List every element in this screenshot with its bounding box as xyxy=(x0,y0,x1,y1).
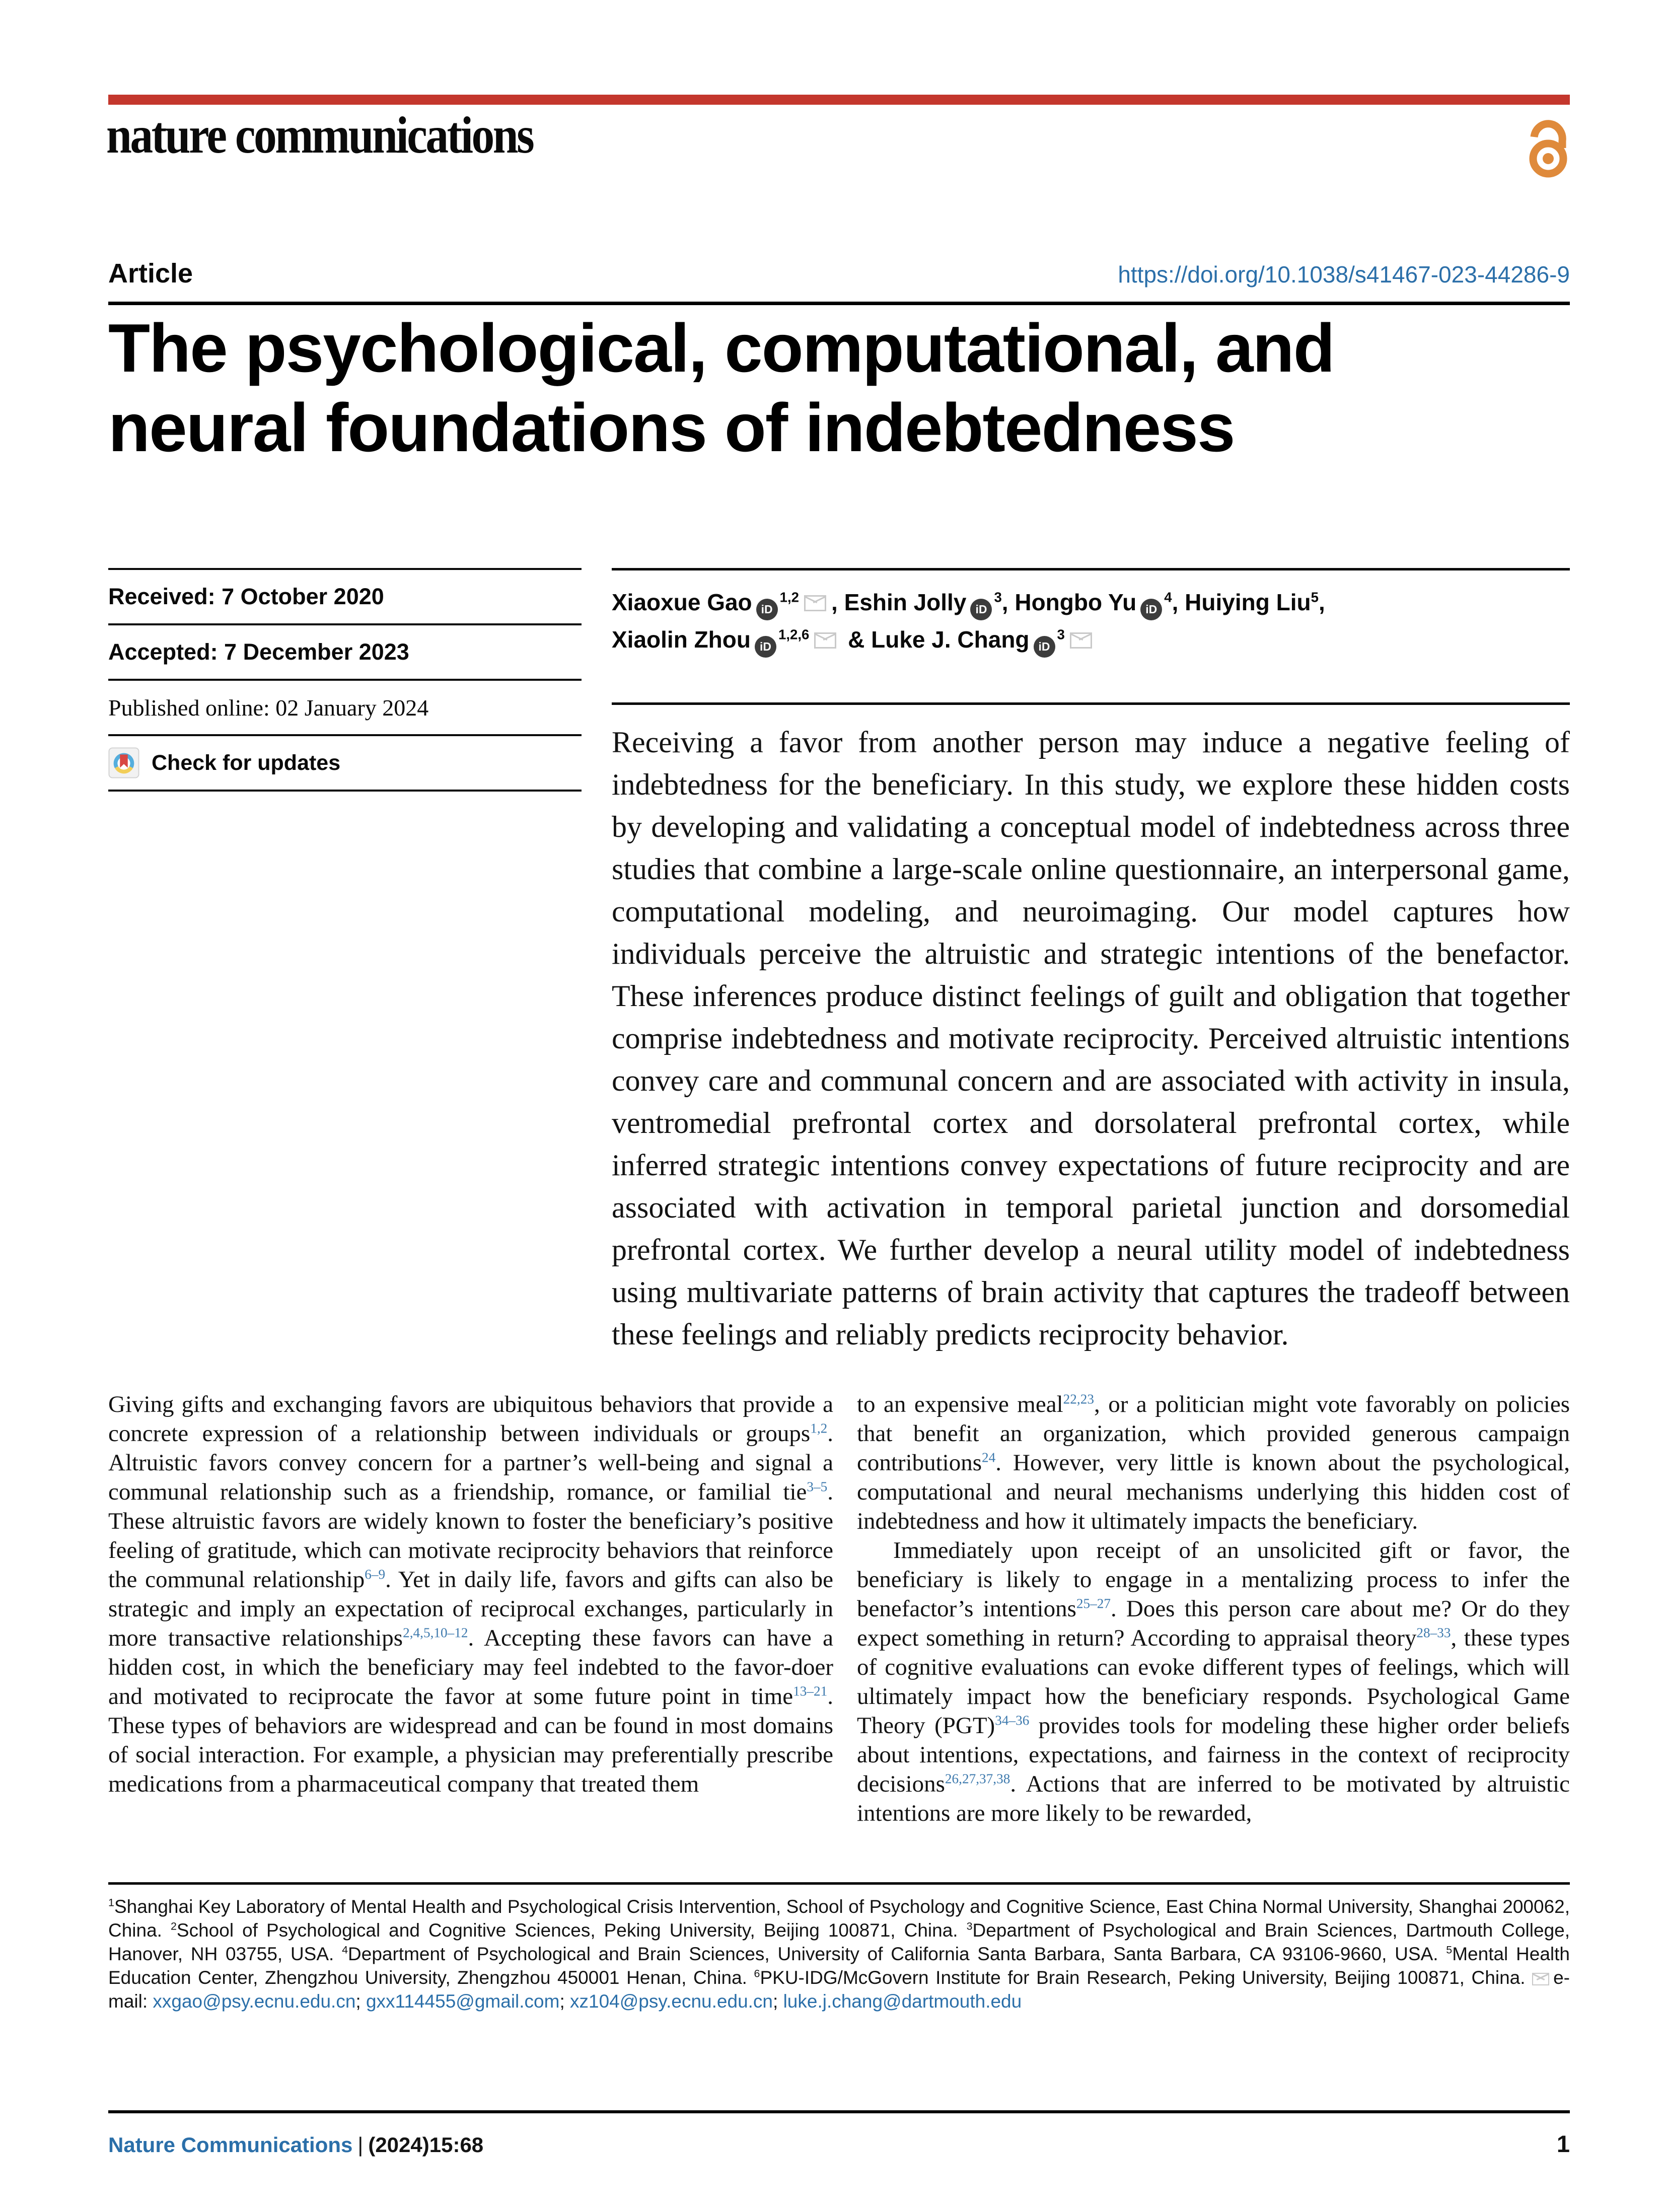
authors-line-1: Xiaoxue Gao iD$^{1,2}$ , Eshin Jolly $iD^3$, Hongbo Yu $iD^4$, Huiying Liu$^5$, xyxy=(612,584,1570,621)
journal-logo: nature communications xyxy=(106,106,533,164)
crossmark-icon xyxy=(108,747,139,778)
email-link[interactable]: gxx114455@gmail.com xyxy=(366,1991,560,2012)
body-column-right xyxy=(857,1390,1570,1828)
citation-ref[interactable]: 22,23 xyxy=(1063,1391,1094,1407)
email-icon[interactable] xyxy=(804,595,826,611)
affiliation-ref: 3 xyxy=(966,1920,973,1933)
authors-line-2: Xiaolin Zhou iD$^{1,2,6}$ & Luke J. Chang $iD^3$ xyxy=(612,621,1570,658)
received-date: Received: 7 October 2020 xyxy=(108,568,582,623)
email-icon[interactable] xyxy=(814,632,836,649)
affiliation-ref: 6 xyxy=(754,1967,760,1980)
orcid-icon[interactable]: iD xyxy=(970,599,992,620)
metadata-panel xyxy=(108,568,582,792)
body-paragraph: Immediately upon receipt of an unsolicited gift or favor, the beneficiary is likely to engage in a mentalizing process to infer the benefactor’s intentions$^{25-27}$. Does this person care about me? Or do they expect something in return? According to appraisal theory$^{28-33}$, these types of cognitive evaluations can evoke different types of feelings, which will ultimately impact how the beneficiary responds. Psychological Game Theory (PGT)$^{34-36}$ provides tools for modeling these higher order beliefs about intentions, expectations, and fairness in the context of reciprocity decisions$^{26,27,37,38}$. Actions that are inferred to be motivated by altruistic intentions are more likely to be rewarded, xyxy=(857,1537,1570,1826)
body-paragraph: to an expensive meal$^{22,23}$, or a politician might vote favorably on policies that benefit an organization, which provided generous campaign contributions$^{24}$. However, very little is known about the psychological, computational and neural mechanisms underlying this hidden cost of indebtedness and how it ultimately impacts the beneficiary. xyxy=(857,1391,1570,1534)
citation-ref[interactable]: 6–9 xyxy=(365,1566,386,1582)
article-type-label: Article xyxy=(108,258,193,289)
orcid-icon[interactable]: iD xyxy=(1140,599,1162,620)
authors-abstract-panel xyxy=(612,568,1570,1355)
page-footer xyxy=(108,2130,1570,2158)
email-icon[interactable] xyxy=(1070,632,1092,649)
top-accent-bar xyxy=(108,95,1570,105)
check-for-updates-button[interactable] xyxy=(108,734,582,790)
affiliation-ref: 1 xyxy=(108,1896,114,1909)
authors-block xyxy=(612,568,1570,658)
citation-ref[interactable]: 26,27,37,38 xyxy=(945,1771,1010,1787)
email-icon xyxy=(1532,1973,1549,1985)
affiliation-ref: 1,2 xyxy=(779,589,800,605)
footnote xyxy=(108,1882,1570,2013)
citation-ref[interactable]: 28–33 xyxy=(1416,1625,1451,1640)
accepted-date: Accepted: 7 December 2023 xyxy=(108,623,582,679)
open-access-icon xyxy=(1526,111,1571,180)
email-link[interactable]: xxgao@psy.ecnu.edu.cn xyxy=(153,1991,356,2012)
citation-ref[interactable]: 2,4,5,10–12 xyxy=(403,1625,468,1640)
affiliation-ref: 1,2,6 xyxy=(778,626,810,643)
citation-ref[interactable]: 24 xyxy=(982,1450,996,1465)
email-link[interactable]: luke.j.chang@dartmouth.edu xyxy=(783,1991,1022,2012)
article-bar xyxy=(108,258,1570,289)
affiliation-ref: 4 xyxy=(342,1944,348,1956)
affiliation-ref: 3 xyxy=(994,589,1002,605)
page-title xyxy=(108,308,1588,467)
citation-ref[interactable]: 3–5 xyxy=(807,1479,828,1494)
title-line-2: neural foundations of indebtedness xyxy=(108,389,1235,466)
affiliation-ref: 2 xyxy=(170,1920,177,1933)
footer-citation xyxy=(108,2133,483,2157)
affiliation-ref: 5 xyxy=(1446,1944,1453,1956)
page-number: 1 xyxy=(1556,2130,1570,2157)
email-link[interactable]: xz104@psy.ecnu.edu.cn xyxy=(570,1991,773,2012)
body-paragraph: Giving gifts and exchanging favors are ubiquitous behaviors that provide a concrete expression of a relationship between individuals or groups$^{1,2}$. Altruistic favors convey concern for a partner’s well-being and signal a communal relationship such as a friendship, romance, or familial tie$^{3-5}$. These altruistic favors are widely known to foster the beneficiary’s positive feeling of gratitude, which can motivate reciprocity behaviors that reinforce the communal relationship$^{6-9}$. Yet in daily life, favors and gifts can also be strategic and imply an expectation of reciprocal exchanges, particularly in more transactive relationships$^{2,4,5,10-12}$. Accepting these favors can have a hidden cost, in which the beneficiary may feel indebted to the favor-doer and motivated to reciprocate the favor at some future point in time$^{13-21}$. These types of behaviors are widespread and can be found in most domains of social interaction. For example, a physician may preferentially prescribe medications from a pharmaceutical company that treated them xyxy=(108,1391,833,1797)
footer-separator: | xyxy=(357,2133,364,2157)
affiliation-ref: 5 xyxy=(1311,589,1319,605)
citation-ref[interactable]: 13–21 xyxy=(793,1683,828,1699)
footer-journal-link[interactable]: Nature Communications xyxy=(108,2133,353,2157)
published-date: Published online: 02 January 2024 xyxy=(108,679,582,734)
orcid-icon[interactable]: iD xyxy=(755,636,776,658)
footnote-text: $^1$Shanghai Key Laboratory of Mental Health and Psychological Crisis Intervention, School of Psychology and Cognitive Science, East China Normal University, Shanghai 200062, China. $^2$School of Psychological and Cognitive Sciences, Peking University, Beijing 100871, China. $^3$Department of Psychological and Brain Sciences, Dartmouth College, Hanover, NH 03755, USA. $^4$Department of Psychological and Brain Sciences, University of California Santa Barbara, Santa Barbara, CA 93106-9660, USA. $^5$Mental Health Education Center, Zhengzhou University, Zhengzhou 450001 Henan, China. $^6$PKU-IDG/McGovern Institute for Brain Research, Peking University, Beijing 100871, China. e-mail: xxgao@psy.ecnu.edu.cn; gxx114455@gmail.com; xz104@psy.ecnu.edu.cn; luke.j.chang@dartmouth.edu xyxy=(108,1896,1570,2012)
citation-ref[interactable]: 1,2 xyxy=(810,1420,828,1436)
check-for-updates-label: Check for updates xyxy=(152,750,341,775)
footer-issue: (2024)15:68 xyxy=(368,2133,484,2157)
header-rule xyxy=(108,302,1570,305)
citation-ref[interactable]: 34–36 xyxy=(995,1712,1030,1728)
title-line-1: The psychological, computational, and xyxy=(108,310,1334,386)
orcid-icon[interactable]: iD xyxy=(756,599,778,620)
abstract-text: Receiving a favor from another person may induce a negative feeling of indebtedness for the beneficiary. In this study, we explore these hidden costs by developing and validating a conceptual model of indebtedness across three studies that combine a large-scale online questionnaire, an interpersonal game, computational modeling, and neuroimaging. Our model captures how individuals perceive the altruistic and strategic intentions of the benefactor. These inferences produce distinct feelings of guilt and obligation that together comprise indebtedness and motivate reciprocity. Perceived altruistic intentions convey care and communal concern and are associated with activity in insula, ventromedial prefrontal cortex and dorsolateral prefrontal cortex, while inferred strategic intentions convey expectations of future reciprocity and are associated with activation in temporal parietal junction and dorsomedial prefrontal cortex. We further develop a neural utility model of indebtedness using multivariate patterns of brain activity that captures the tradeoff between these feelings and reliably predicts reciprocity behavior. xyxy=(612,702,1570,1355)
citation-ref[interactable]: 25–27 xyxy=(1076,1596,1111,1611)
affiliation-ref: 4 xyxy=(1164,589,1172,605)
doi-link[interactable]: https://doi.org/10.1038/s41467-023-44286-9 xyxy=(1118,261,1570,288)
orcid-icon[interactable]: iD xyxy=(1034,636,1055,658)
body-column-left xyxy=(108,1390,833,1799)
affiliation-ref: 3 xyxy=(1057,626,1065,643)
footer-rule xyxy=(108,2110,1570,2113)
